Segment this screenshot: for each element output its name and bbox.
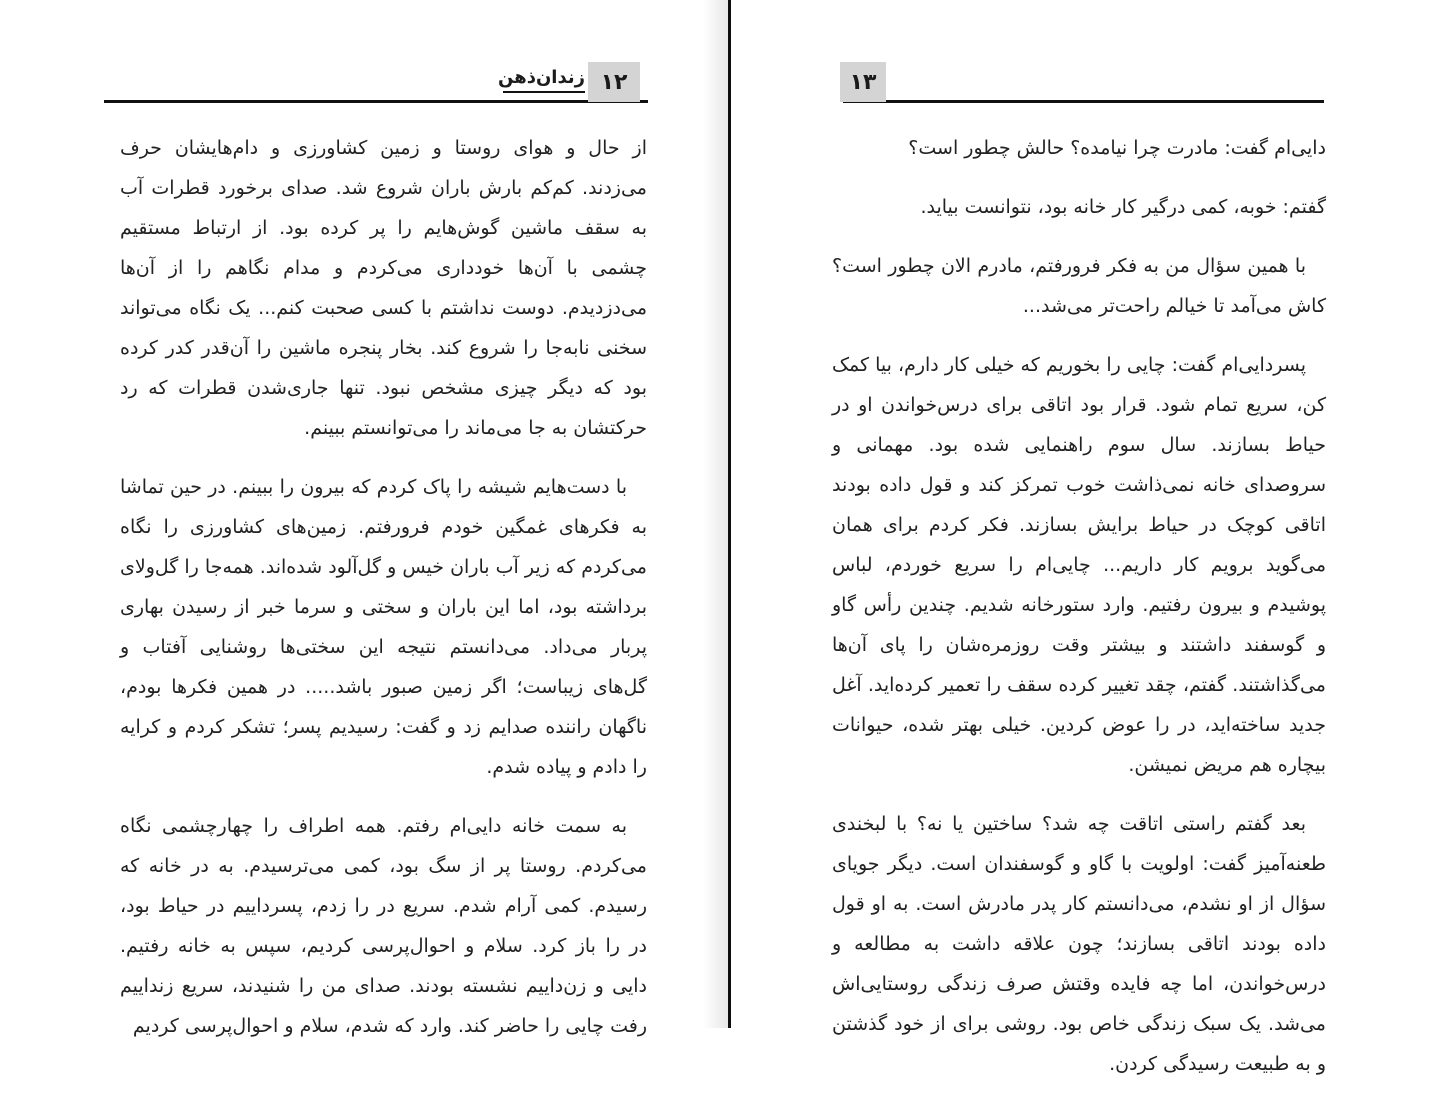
page-number-badge-left (588, 62, 640, 102)
paragraph: پسردایی‌ام گفت: چایی را بخوریم که خیلی کار دارم، بیا کمک کن، سریع تمام شود. قرار بود اتاقی برای درس‌خواندن او در حیاط بسازند. سال سوم راهنمایی شده بود. مهمانی و سروصدای خانه نمی‌ذاشت خوب تمرکز کند و قول داده بودند اتاقی کوچک در حیاط برایش بسازند. فکر کردم برای همان می‌گوید برویم کار داریم... چایی‌ام را سریع خوردم، لباس پوشیدم و بیرون رفتیم. وارد ستورخانه شدیم. چندین رأس گاو و گوسفند داشتند و بیشتر وقت روزمره‌شان را پای آن‌ها می‌گذاشتند. گفتم، چقد تغییر کرده سقف را تعمیر کرده‌اید. آغل جدید ساخته‌اید، در را عوض کردین. خیلی بهتر شده، حیوانات بیچاره هم مریض نمیشن. (832, 354, 1326, 776)
paragraph: گفتم: خوبه، کمی درگیر کار خانه بود، نتوانست بیاید. (920, 196, 1326, 218)
paragraph: دایی‌ام گفت: مادرت چرا نیامده؟ حالش چطور است؟ (908, 137, 1326, 159)
running-head-rule-right (843, 100, 1324, 103)
running-head-book-title: زندان‌ذهن (503, 67, 585, 93)
page-number-left: ۱۲ (600, 69, 628, 95)
page-right (731, 0, 1454, 1075)
paragraph: به سمت خانه دایی‌ام رفتم. همه اطراف را چهارچشمی نگاه می‌کردم. روستا پر از سگ بود، کمی می‌ترسیدم. به در خانه که رسیدم. کمی آرام شدم. سریع در را زدم، پسرداییم در حیاط بود، در را باز کرد. سلام و احوال‌پرسی کردیم، سپس به خانه رفتیم. دایی و زن‌داییم نشسته بودند. صدای من را شنیدند، سریع زنداییم رفت چایی را حاضر کند. وارد که شدم، سلام و احوال‌پرسی کردیم (120, 815, 647, 1037)
paragraph: با دست‌هایم شیشه را پاک کردم که بیرون را ببینم. در حین تماشا به فکرهای غمگین خودم فرورفتم. زمین‌های کشاورزی را نگاه می‌کردم که زیر آب باران خیس و گل‌آلود شده‌اند. همه‌جا را گل‌ولای برداشته بود، اما این باران و سختی و سرما خبر از رسیدن بهاری پربار می‌داد. می‌دانستم نتیجه این سختی‌ها روشنایی آفتاب و گل‌های زیباست؛ اگر زمین صبور باشد..... در همین فکرها بودم، ناگهان راننده صدایم زد و گفت: رسیدیم پسر؛ تشکر کردم و کرایه را دادم و پیاده شدم. (120, 476, 647, 778)
page-gutter-divider (728, 0, 731, 1028)
paragraph: با همین سؤال من به فکر فرورفتم، مادرم الان چطور است؟ کاش می‌آمد تا خیالم راحت‌تر می‌شد... (832, 255, 1326, 317)
paragraph: از حال و هوای روستا و زمین کشاورزی و دام‌هایشان حرف می‌زدند. کم‌کم بارش باران شروع شد. صدای برخورد قطرات آب به سقف ماشین گوش‌هایم را پر کرده بود. از ارتباط مستقیم چشمی با آن‌ها خودداری می‌کردم و مدام نگاهم را از آن‌ها می‌دزدیدم. دوست نداشتم با کسی صحبت کنم... یک نگاه می‌تواند سخنی نابه‌جا را شروع کند. بخار پنجره ماشین را آن‌قدر کدر کرده بود که دیگر چیزی مشخص نبود. تنها جاری‌شدن قطرات که رد حرکتشان به جا می‌ماند را می‌توانستم ببینم. (120, 137, 647, 439)
paragraph: بعد گفتم راستی اتاقت چه شد؟ ساختین یا نه؟ با لبخندی طعنه‌آمیز گفت: اولویت با گاو و گوسفندان است. دیگر جویای سؤال از او نشدم، می‌دانستم کار پدر مادرش است. به او قول داده بودند اتاقی بسازند؛ چون علاقه داشت به مطالعه و درس‌خواندن، اما چه فایده وقتش صرف زندگی روستایی‌اش می‌شد. یک سبک زندگی خاص بود. روشی برای از خود گذشتن و به طبیعت رسیدگی کردن. (832, 813, 1326, 1075)
page-gutter-shade (703, 0, 728, 1028)
page-left (0, 0, 727, 1037)
text-column-left (120, 128, 647, 1065)
running-head-rule-left (104, 100, 648, 103)
page-number-right: ۱۳ (849, 69, 877, 95)
page-number-badge-right (840, 62, 886, 102)
text-column-right (832, 128, 1326, 1103)
